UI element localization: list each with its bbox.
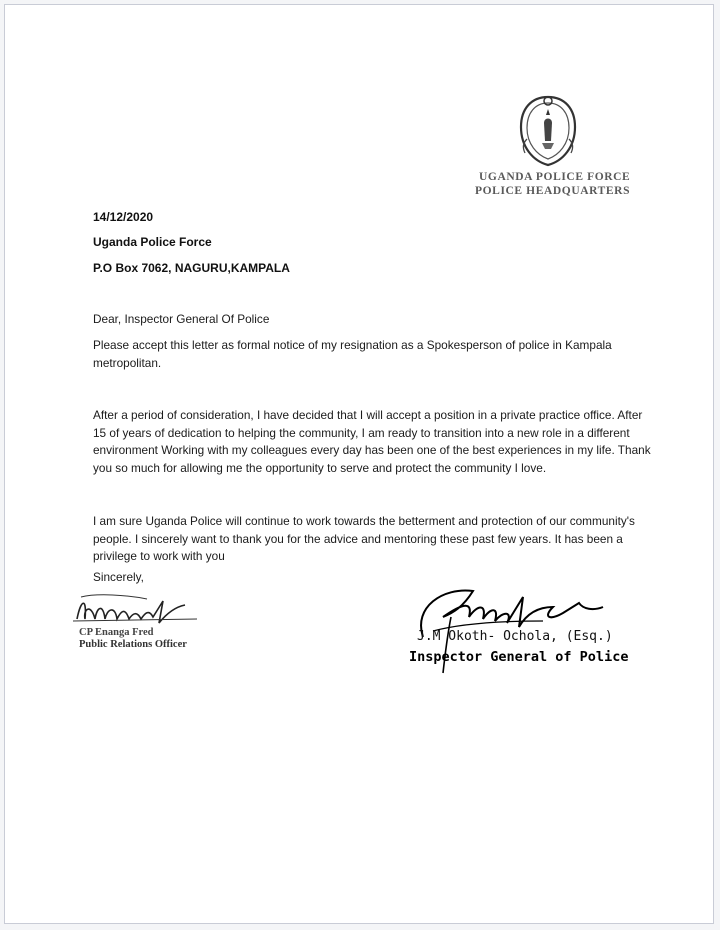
left-signatory-title: Public Relations Officer — [79, 639, 187, 650]
letter-date: 14/12/2020 — [93, 210, 154, 224]
recipient-address: P.O Box 7062, NAGURU,KAMPALA — [93, 261, 290, 275]
body-paragraph-3: I am sure Uganda Police will continue to work towards the betterment and protection of our community's people. I sincerely want to thank you for the advice and mentoring these past few years. It has been a privilege to work with you — [93, 514, 635, 564]
body-paragraph-2: After a period of consideration, I have decided that I will accept a position in a private practice office. After 15 of years of dedication to helping the community, I am ready to transition into a new role in a different environment Working with my colleagues every day has been one of the best experiences in my life. Thank you so much for allowing me the opportunity to serve and protect the community I love. — [93, 408, 651, 475]
right-signatory-name: J.M Okoth- Ochola, (Esq.) — [417, 629, 613, 644]
letterhead-org-line2: POLICE HEADQUARTERS — [475, 185, 631, 197]
letterhead-org-line1: UGANDA POLICE FORCE — [479, 171, 631, 183]
salutation: Dear, Inspector General Of Police — [93, 312, 270, 326]
right-signatory-title: Inspector General of Police — [409, 649, 629, 665]
recipient-organization: Uganda Police Force — [93, 235, 212, 249]
left-signatory-name: CP Enanga Fred — [79, 627, 154, 638]
closing: Sincerely, — [93, 570, 144, 584]
body-paragraph-1: Please accept this letter as formal notice of my resignation as a Spokesperson of police in Kampala metropolitan. — [93, 338, 612, 370]
police-crest-icon — [513, 93, 583, 169]
left-signature-icon — [67, 589, 207, 629]
letter-page — [4, 4, 714, 924]
